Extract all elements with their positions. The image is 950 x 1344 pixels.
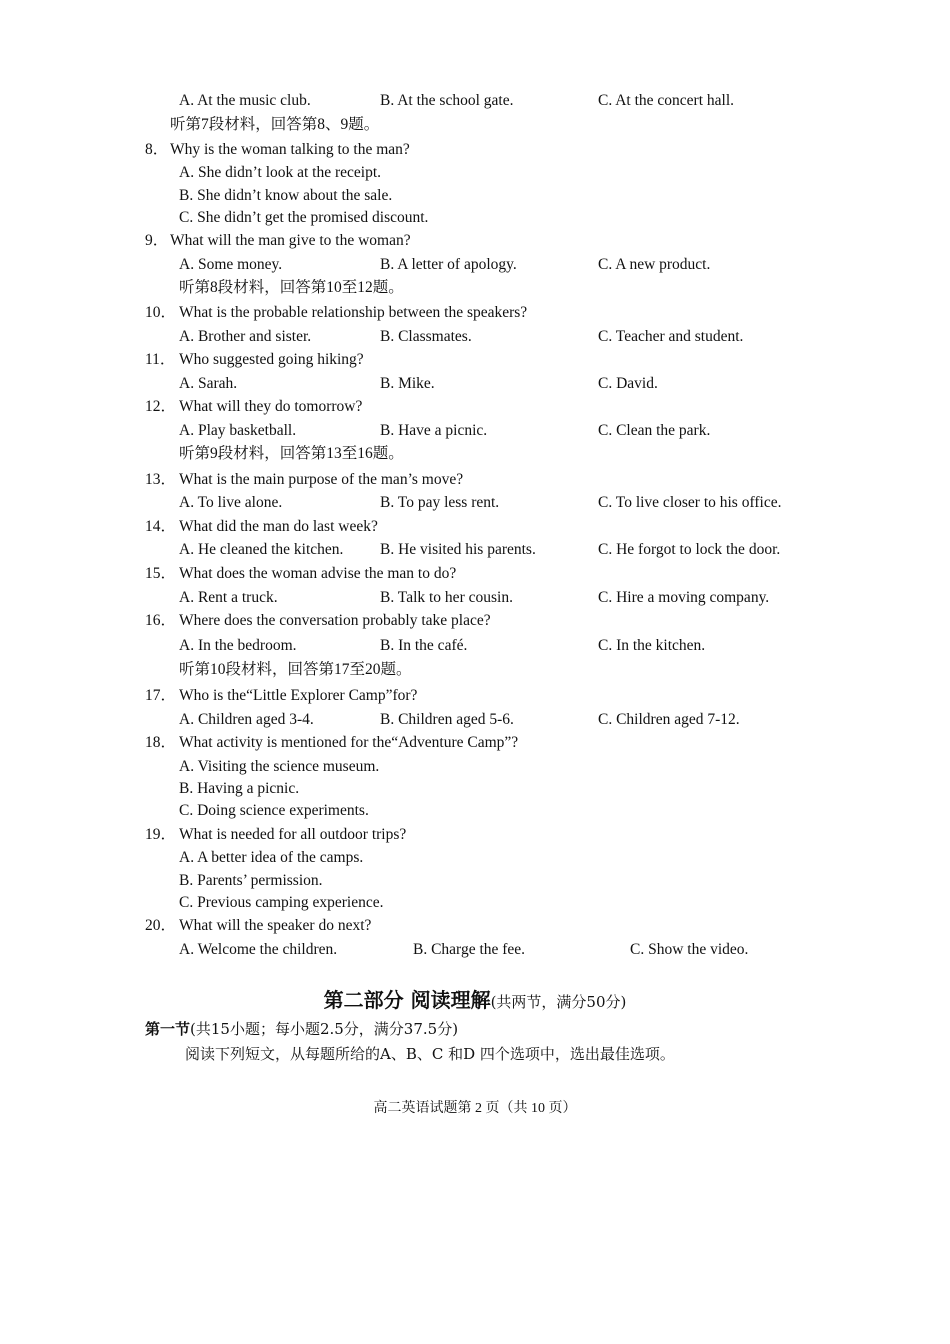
question-stem: What activity is mentioned for the“Adventure Camp”?: [179, 734, 519, 751]
q10-option-c: C. Teacher and student.: [598, 328, 744, 345]
section-1-info: (共15小题；每小题2.5分，满分37.5分): [190, 1020, 459, 1038]
q14-option-b: B. He visited his parents.: [380, 541, 536, 558]
q8-option-b: B. She didn’t know about the sale.: [179, 187, 393, 204]
q12-option-c: C. Clean the park.: [598, 422, 711, 439]
q14-option-c: C. He forgot to lock the door.: [598, 541, 781, 558]
question-stem: What will the man give to the woman?: [170, 232, 411, 249]
q10-option-b: B. Classmates.: [380, 328, 472, 345]
q8-option-a: A. She didn’t look at the receipt.: [179, 164, 382, 181]
question-number: 16．: [145, 612, 177, 629]
question-18: [145, 735, 518, 751]
question-10: [145, 305, 527, 321]
question-number: 13．: [145, 471, 177, 488]
passage-8-instruction: 听第8段材料，回答第10至12题。: [179, 279, 404, 296]
q18-option-c: C. Doing science experiments.: [179, 802, 369, 819]
part-2-subtitle: (共两节，满分50分): [490, 993, 627, 1011]
q9-option-b: B. A letter of apology.: [380, 256, 517, 273]
passage-9-instruction: 听第9段材料，回答第13至16题。: [179, 445, 404, 462]
question-stem: What is the main purpose of the man’s move?: [179, 471, 464, 488]
q12-option-b: B. Have a picnic.: [380, 422, 488, 439]
q20-option-a: A. Welcome the children.: [179, 941, 338, 958]
question-number: 18．: [145, 734, 177, 751]
passage-10-instruction: 听第10段材料，回答第17至20题。: [179, 661, 412, 678]
question-15: [145, 566, 456, 582]
question-8: [145, 142, 410, 158]
reading-instruction: 阅读下列短文，从每题所给的A、B、C 和D 四个选项中，选出最佳选项。: [185, 1045, 675, 1063]
q14-option-a: A. He cleaned the kitchen.: [179, 541, 344, 558]
question-stem: What is needed for all outdoor trips?: [179, 826, 407, 843]
part-2-heading: [0, 990, 950, 1010]
q15-option-a: A. Rent a truck.: [179, 589, 278, 606]
question-stem: What does the woman advise the man to do?: [179, 565, 457, 582]
question-14: [145, 519, 378, 535]
question-number: 10．: [145, 304, 177, 321]
q13-option-b: B. To pay less rent.: [380, 494, 500, 511]
q19-option-a: A. A better idea of the camps.: [179, 849, 364, 866]
question-number: 15．: [145, 565, 177, 582]
q20-option-b: B. Charge the fee.: [413, 941, 526, 958]
q17-option-b: B. Children aged 5-6.: [380, 711, 514, 728]
question-20: [145, 918, 371, 934]
q16-option-c: C. In the kitchen.: [598, 637, 706, 654]
question-stem: Who suggested going hiking?: [179, 351, 364, 368]
q19-option-b: B. Parents’ permission.: [179, 872, 323, 889]
question-16: [145, 613, 491, 629]
q20-option-c: C. Show the video.: [630, 941, 749, 958]
q19-option-c: C. Previous camping experience.: [179, 894, 384, 911]
question-9: [145, 233, 411, 249]
question-number: 12．: [145, 398, 177, 415]
q17-option-c: C. Children aged 7-12.: [598, 711, 740, 728]
q10-option-a: A. Brother and sister.: [179, 328, 312, 345]
question-number: 9．: [145, 232, 169, 249]
q7-option-c: C. At the concert hall.: [598, 92, 735, 109]
q18-option-b: B. Having a picnic.: [179, 780, 300, 797]
q18-option-a: A. Visiting the science museum.: [179, 758, 380, 775]
question-stem: What did the man do last week?: [179, 518, 378, 535]
question-number: 19．: [145, 826, 177, 843]
question-13: [145, 472, 463, 488]
section-1-label: 第一节: [145, 1020, 191, 1038]
q15-option-c: C. Hire a moving company.: [598, 589, 770, 606]
q16-option-b: B. In the café.: [380, 637, 468, 654]
q9-option-c: C. A new product.: [598, 256, 711, 273]
question-stem: Why is the woman talking to the man?: [170, 141, 410, 158]
question-number: 20．: [145, 917, 177, 934]
q17-option-a: A. Children aged 3-4.: [179, 711, 314, 728]
question-17: [145, 688, 417, 704]
question-number: 17．: [145, 687, 177, 704]
q9-option-a: A. Some money.: [179, 256, 283, 273]
q11-option-a: A. Sarah.: [179, 375, 238, 392]
page-footer: 高二英语试题第 2 页（共 10 页）: [373, 1101, 577, 1116]
question-stem: Who is the“Little Explorer Camp”for?: [179, 687, 418, 704]
q7-option-b: B. At the school gate.: [380, 92, 514, 109]
question-11: [145, 352, 364, 368]
q12-option-a: A. Play basketball.: [179, 422, 297, 439]
q15-option-b: B. Talk to her cousin.: [380, 589, 513, 606]
question-number: 11．: [145, 351, 176, 368]
q7-option-a: A. At the music club.: [179, 92, 311, 109]
q13-option-c: C. To live closer to his office.: [598, 494, 782, 511]
question-stem: What is the probable relationship between the speakers?: [179, 304, 528, 321]
q13-option-a: A. To live alone.: [179, 494, 283, 511]
question-12: [145, 399, 362, 415]
q16-option-a: A. In the bedroom.: [179, 637, 297, 654]
question-number: 14．: [145, 518, 177, 535]
part-2-title: 第二部分 阅读理解: [323, 988, 491, 1012]
q11-option-b: B. Mike.: [380, 375, 435, 392]
section-1-heading: [145, 1022, 458, 1037]
question-number: 8．: [145, 141, 169, 158]
question-stem: Where does the conversation probably take place?: [179, 612, 491, 629]
question-stem: What will they do tomorrow?: [179, 398, 363, 415]
q8-option-c: C. She didn’t get the promised discount.: [179, 209, 429, 226]
question-stem: What will the speaker do next?: [179, 917, 372, 934]
q11-option-c: C. David.: [598, 375, 658, 392]
passage-7-instruction: 听第7段材料，回答第8、9题。: [170, 116, 380, 133]
question-19: [145, 827, 406, 843]
